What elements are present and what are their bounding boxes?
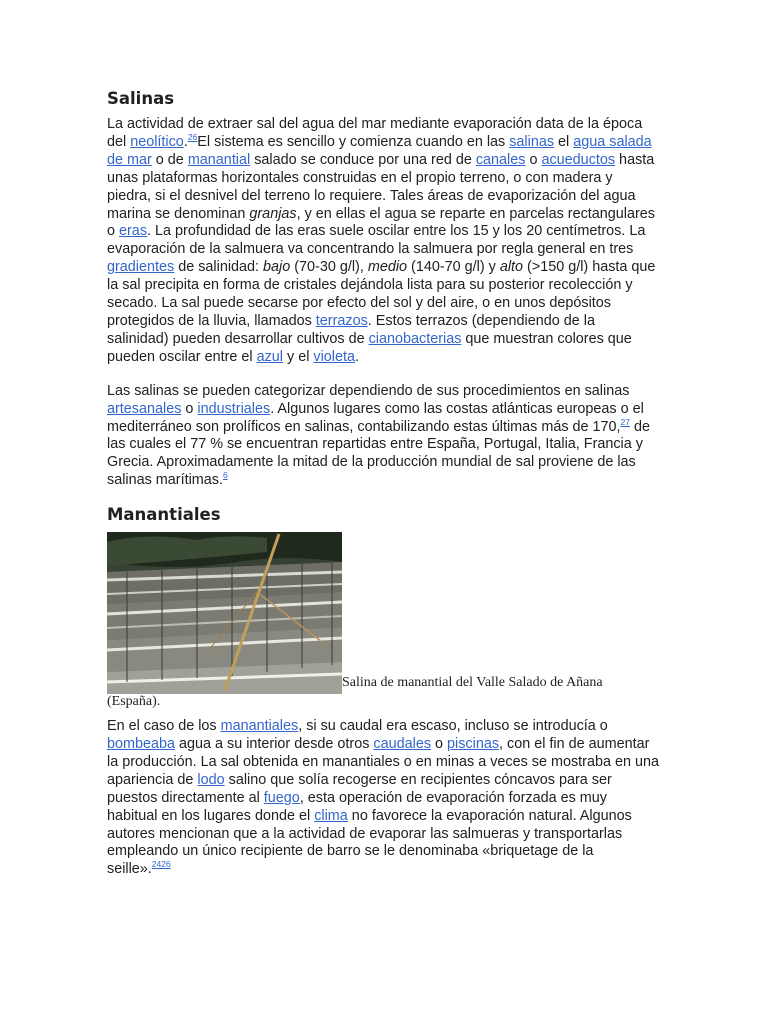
text-run: o de xyxy=(151,151,188,168)
wiki-link[interactable]: caudales xyxy=(373,736,432,753)
wiki-link[interactable]: lodo xyxy=(197,771,225,788)
italic-term: alto xyxy=(499,259,524,276)
section-heading-salinas: Salinas xyxy=(107,89,175,108)
wiki-link[interactable]: industriales xyxy=(197,400,271,417)
text-run: En el caso de los xyxy=(107,718,221,735)
text-run: . Algunos lugares como las costas atlánticas europeas o el mediterráneo son prolíficos en salinas, contabilizando estas últimas más de 170, xyxy=(107,400,644,435)
wiki-link[interactable]: terrazos xyxy=(315,312,368,329)
paragraph-salinas-2 xyxy=(107,383,659,490)
text-run: o xyxy=(431,736,448,753)
text-run: no favorece la evaporación natural. Algunos autores mencionan que a la actividad de evaporar las salmueras y transportarlas empleando un único recipiente de barro se le denominaba «briquetage de la seille». xyxy=(107,807,632,878)
text-run: , y en ellas el agua se reparte en parcelas rectangulares o xyxy=(107,205,655,240)
wiki-link[interactable]: eras xyxy=(119,223,148,240)
text-run: agua a su interior desde otros xyxy=(175,736,374,753)
wiki-link[interactable]: canales xyxy=(475,151,526,168)
wiki-link[interactable]: clima xyxy=(314,807,348,824)
text-run: y el xyxy=(283,348,314,365)
text-run: salado se conduce por una red de xyxy=(250,151,476,168)
citation-link[interactable]: 6 xyxy=(222,470,228,481)
wiki-link[interactable]: manantial xyxy=(187,151,251,168)
italic-term: granjas xyxy=(249,205,297,222)
text-run: de las cuales el 77 % se encuentran repartidas entre España, Portugal, Italia, Francia y Grecia. Aproximadamente la mitad de la producción mundial de sal proviene de las salinas marítimas. xyxy=(107,418,651,489)
text-run: (>150 g/l) hasta que la sal precipita en forma de cristales dejándola lista para su posterior recolección y secado. La sal puede secarse por efecto del sol y del aire, o en unos depósitos protegidos de la lluvia, llamados xyxy=(107,259,656,329)
salina-photo xyxy=(107,532,342,694)
citation xyxy=(621,417,630,427)
wiki-link[interactable]: fuego xyxy=(263,789,300,806)
text-run: que muestran colores que pueden oscilar entre el xyxy=(107,330,632,365)
text-run: , si su caudal era escaso, incluso se introducía o xyxy=(298,718,608,735)
text-run: (70-30 g/l), xyxy=(290,259,368,276)
text-run: hasta unas plataformas horizontales construidas en el propio terreno, o con madera y piedra, si el desnivel del terreno lo requiere. Tales áreas de evaporización del agua marina se denominan xyxy=(107,151,655,222)
text-run: (140-70 g/l) y xyxy=(407,259,500,276)
citation xyxy=(223,470,228,480)
section-heading-manantiales: Manantiales xyxy=(107,505,221,525)
text-run: , con el fin de aumentar la producción. La sal obtenida en manantiales o en minas a veces se mostraba en una apariencia de xyxy=(107,736,659,788)
paragraph-salinas-1 xyxy=(107,116,659,367)
citation xyxy=(188,132,197,142)
text-run: . Estos terrazos (dependiendo de la salinidad) pueden desarrollar cultivos de xyxy=(107,312,595,347)
figure-caption: Salina de manantial del Valle Salado de Añana (España). xyxy=(107,675,603,710)
text-run: . xyxy=(355,348,360,365)
text-run: El sistema es sencillo y comienza cuando en las xyxy=(197,133,510,150)
text-run: . xyxy=(183,133,188,150)
paragraph-manantiales-1 xyxy=(107,718,659,879)
wiki-link[interactable]: cianobacterias xyxy=(368,330,462,347)
text-run: , esta operación de evaporación forzada es muy habitual en los lugares donde el xyxy=(107,789,607,824)
wiki-link[interactable]: agua salada de mar xyxy=(107,133,652,168)
text-run: . La profundidad de las eras suele oscilar entre los 15 y los 20 centímetros. La evaporación de la salmuera va concentrando la salmuera por regla general en tres xyxy=(107,223,646,258)
text-run: salino que solía recogerse en recipientes cóncavos para ser puestos directamente al xyxy=(107,771,612,806)
text-run: La actividad de extraer sal del agua del mar mediante evaporación data de la época del xyxy=(107,116,643,150)
text-run: o xyxy=(181,400,198,417)
wiki-link[interactable]: piscinas xyxy=(447,736,500,753)
citation xyxy=(152,859,171,869)
italic-term: medio xyxy=(367,259,408,276)
wiki-link[interactable]: violeta xyxy=(313,348,356,365)
wiki-link[interactable]: acueductos xyxy=(541,151,616,168)
text-run: Las salinas se pueden categorizar dependiendo de sus procedimientos en salinas xyxy=(107,382,630,399)
text-run: el xyxy=(554,133,574,150)
citation-link[interactable]: 26 xyxy=(187,131,198,142)
citation-link[interactable]: 27 xyxy=(620,416,631,427)
figure xyxy=(107,532,659,711)
citation-link[interactable]: 2426 xyxy=(151,859,171,870)
wiki-link[interactable]: artesanales xyxy=(107,400,182,417)
article xyxy=(107,88,659,879)
italic-term: bajo xyxy=(263,259,291,276)
text-run: de salinidad: xyxy=(174,259,264,276)
wiki-link[interactable]: bombeaba xyxy=(107,736,176,753)
wiki-link[interactable]: azul xyxy=(256,348,284,365)
wiki-link[interactable]: salinas xyxy=(509,133,555,150)
wiki-link[interactable]: gradientes xyxy=(107,259,175,276)
wiki-link[interactable]: manantiales xyxy=(220,718,299,735)
wiki-link[interactable]: neolítico xyxy=(130,133,184,150)
text-run: o xyxy=(525,151,542,168)
